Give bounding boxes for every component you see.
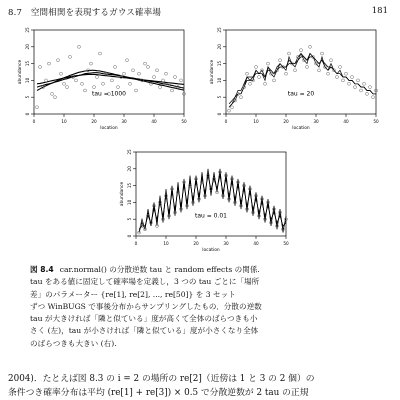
plot-frame [226,30,376,114]
y-tick-label: 10 [25,77,30,84]
figure-label: 図 8.4 [30,265,54,274]
observed-point [294,69,297,72]
observed-point [228,109,231,112]
observed-point [372,96,375,99]
body-line: 条件つき確率分布は平均 (re[1] + re[3]) × 0.5 で分散逆数が 2 tau の正規 [8,388,309,398]
observed-point [45,79,48,82]
observed-point [300,49,303,52]
observed-point [336,76,339,79]
observed-point [132,69,135,72]
observed-point [240,96,243,99]
observed-point [231,106,234,109]
observed-point [345,72,348,75]
observed-point [258,76,261,79]
observed-point [327,72,330,75]
observed-point [180,79,183,82]
observed-point [66,86,69,89]
y-tick-label: 10 [217,77,222,84]
observed-point [279,59,282,62]
x-tick-label: 50 [283,241,289,246]
observed-point [363,82,366,85]
caption-line: ずつ WinBUGS で事後分布からサンプリングしたもの．分散の逆数 [30,301,262,311]
body-line: 2004)．たとえば図 8.3 の i = 2 の場所の re[2]（近傍は 1 と 3 の 2 個）の [8,374,315,384]
x-tick-label: 40 [343,119,349,124]
tau-annotation: tau = 20 [287,90,315,98]
tau-annotation: tau = 1000 [92,90,126,98]
page-number: 181 [371,6,388,16]
x-tick-label: 40 [151,119,157,124]
y-tick-label: 25 [25,27,30,33]
observed-point [357,79,360,82]
observed-point [69,55,72,58]
y-tick-label: 15 [25,60,30,67]
x-tick-label: 30 [223,241,229,246]
observed-point [162,79,165,82]
observed-point [123,72,126,75]
y-axis-label: abundance [210,59,215,85]
observed-point [171,89,174,92]
observed-point [135,89,138,92]
observed-point [369,86,372,89]
observed-point [348,82,351,85]
caption-line: tau が大きければ「隣と似ている」度が高くて全体のばらつきも小 [30,314,258,324]
x-axis-label: location [292,126,310,131]
observed-point [159,86,162,89]
y-tick-label: 0 [127,234,132,238]
observed-point [117,86,120,89]
x-tick-label: 50 [373,119,379,124]
observed-point [165,72,168,75]
observed-point [306,65,309,68]
caption-line: 差」のパラメーター {re[1], re[2], ..., re[50]} を 3 セット [30,289,236,299]
y-tick-label: 0 [25,112,30,116]
observed-point [48,62,51,65]
y-axis-label: abundance [18,59,23,85]
series-line-1 [229,54,376,108]
y-tick-label: 10 [127,199,132,206]
observed-point [111,79,114,82]
observed-point [156,69,159,72]
observed-point [96,76,99,79]
observed-point [39,65,42,68]
caption-line: のばらつきも大きい (右). [30,338,117,348]
x-tick-label: 10 [253,119,259,124]
y-tick-label: 15 [127,182,132,189]
observed-point [285,72,288,75]
series-line-3 [229,57,376,107]
y-axis-label: abundance [120,181,125,207]
y-tick-label: 5 [127,217,132,221]
observed-point [174,76,177,79]
y-tick-label: 20 [217,44,222,50]
observed-point [84,89,87,92]
observed-point [366,92,369,95]
observed-point [288,52,291,55]
observed-point [264,82,267,85]
x-tick-label: 20 [91,119,97,124]
y-tick-label: 5 [25,95,30,99]
x-tick-label: 10 [163,241,169,246]
observed-point [273,79,276,82]
observed-point [102,82,105,85]
observed-point [147,65,150,68]
observed-point [351,76,354,79]
observed-point [78,45,81,48]
observed-point [81,82,84,85]
observed-point [60,72,63,75]
chart-tau-20 [200,24,392,142]
section-title: 8.7 空間相関を表現するガウス確率場 [8,8,162,18]
x-tick-label: 30 [121,119,127,124]
x-tick-label: 50 [181,119,187,124]
x-tick-label: 0 [224,119,228,124]
y-tick-label: 0 [217,112,222,116]
observed-point [318,69,321,72]
observed-point [51,92,54,95]
caption-line: さく (左)，tau が小さければ「隣と似ている」度が小さくなり全体 [30,326,259,336]
caption-line: tau をある値に固定して確率場を定義し，3 つの tau ごとに「場所 [30,277,260,287]
x-tick-label: 30 [313,119,319,124]
observed-point [330,59,333,62]
observed-point [267,62,270,65]
y-tick-label: 15 [217,60,222,67]
figure-caption [30,264,380,350]
x-tick-label: 0 [134,241,138,246]
observed-point [129,82,132,85]
observed-point [144,62,147,65]
observed-point [90,62,93,65]
caption-line: 図 8.4 car.normal() の分散逆数 tau と random effects の関係. [30,265,260,274]
running-header [0,0,400,20]
observed-point [360,89,363,92]
observed-point [99,52,102,55]
chart-tau-1000 [8,24,200,142]
y-tick-label: 25 [127,149,132,155]
observed-point [246,72,249,75]
observed-point [354,86,357,89]
body-paragraph [8,372,398,400]
tau-annotation: tau = 0.01 [194,212,228,220]
observed-point [63,82,66,85]
x-tick-label: 10 [61,119,67,124]
y-tick-label: 25 [217,27,222,33]
observed-point [309,45,312,48]
x-tick-label: 20 [193,241,199,246]
observed-point [255,65,258,68]
x-tick-label: 40 [253,241,259,246]
y-tick-label: 20 [25,44,30,50]
observed-point [339,65,342,68]
chart-tau-0-01 [110,146,302,264]
observed-point [57,59,60,62]
observed-point [75,79,78,82]
y-tick-label: 20 [127,166,132,172]
x-tick-label: 0 [32,119,36,124]
x-axis-label: location [202,248,220,253]
observed-point [36,106,39,109]
x-axis-label: location [100,126,118,131]
observed-point [93,86,96,89]
observed-point [114,65,117,68]
observed-point [342,79,345,82]
x-tick-label: 20 [283,119,289,124]
observed-point [54,96,57,99]
observed-point [321,52,324,55]
observed-point [138,72,141,75]
y-tick-label: 5 [217,95,222,99]
observed-point [153,76,156,79]
observed-point [249,82,252,85]
plot-frame [34,30,184,114]
observed-point [126,59,129,62]
